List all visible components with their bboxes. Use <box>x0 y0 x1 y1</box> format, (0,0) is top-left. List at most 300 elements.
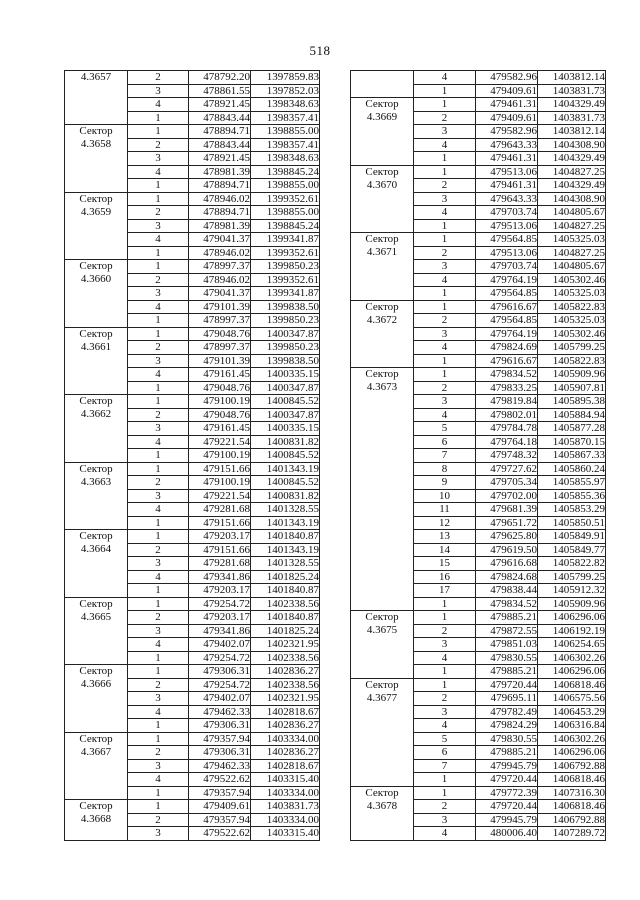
y-coordinate: 1405325.03 <box>538 314 606 328</box>
x-coordinate: 479203.17 <box>189 611 251 625</box>
y-coordinate: 1406192.19 <box>538 624 606 638</box>
y-coordinate: 1399850.23 <box>251 260 320 274</box>
x-coordinate: 479151.66 <box>189 516 251 530</box>
point-number: 4 <box>128 435 189 449</box>
y-coordinate: 1405909.96 <box>538 368 606 382</box>
sector-code: 4.3677 <box>366 691 398 704</box>
x-coordinate: 478946.02 <box>189 246 251 260</box>
y-coordinate: 1404308.90 <box>538 138 606 152</box>
point-number: 6 <box>414 435 476 449</box>
point-number: 4 <box>414 719 476 733</box>
point-number: 3 <box>128 759 189 773</box>
y-coordinate: 1405853.29 <box>538 503 606 517</box>
y-coordinate: 1401840.87 <box>251 530 320 544</box>
sector-cell <box>351 368 414 611</box>
point-number: 1 <box>414 354 476 368</box>
x-coordinate: 479764.18 <box>476 435 538 449</box>
x-coordinate: 479703.74 <box>476 260 538 274</box>
x-coordinate: 479409.61 <box>189 800 251 814</box>
x-coordinate: 478997.37 <box>189 314 251 328</box>
point-number: 1 <box>414 665 476 679</box>
y-coordinate: 1405302.46 <box>538 327 606 341</box>
y-coordinate: 1404329.49 <box>538 152 606 166</box>
point-number: 4 <box>128 773 189 787</box>
sector-cell <box>351 611 414 679</box>
sector-code: 4.3661 <box>80 340 112 353</box>
sector-cell <box>65 125 128 193</box>
x-coordinate: 479151.66 <box>189 462 251 476</box>
y-coordinate: 1406792.88 <box>538 813 606 827</box>
y-coordinate: 1397859.83 <box>251 71 320 85</box>
left-table-body <box>65 71 320 841</box>
point-number: 3 <box>128 152 189 166</box>
x-coordinate: 479764.19 <box>476 327 538 341</box>
y-coordinate: 1400347.87 <box>251 327 320 341</box>
point-number: 2 <box>128 678 189 692</box>
sector-cell <box>351 786 414 840</box>
y-coordinate: 1406453.29 <box>538 705 606 719</box>
point-number: 4 <box>128 233 189 247</box>
x-coordinate: 479782.49 <box>476 705 538 719</box>
x-coordinate: 478792.20 <box>189 71 251 85</box>
y-coordinate: 1398855.00 <box>251 179 320 193</box>
x-coordinate: 478997.37 <box>189 260 251 274</box>
y-coordinate: 1398855.00 <box>251 206 320 220</box>
x-coordinate: 479802.01 <box>476 408 538 422</box>
table-row <box>351 71 606 85</box>
x-coordinate: 478997.37 <box>189 341 251 355</box>
x-coordinate: 479306.31 <box>189 719 251 733</box>
sector-cell <box>65 800 128 841</box>
x-coordinate: 479161.45 <box>189 368 251 382</box>
y-coordinate: 1405907.81 <box>538 381 606 395</box>
y-coordinate: 1406818.46 <box>538 678 606 692</box>
x-coordinate: 479306.31 <box>189 746 251 760</box>
point-number: 4 <box>128 503 189 517</box>
y-coordinate: 1405849.91 <box>538 530 606 544</box>
table-row <box>351 611 606 625</box>
table-row <box>65 665 320 679</box>
y-coordinate: 1403315.40 <box>251 827 320 841</box>
point-number: 16 <box>414 570 476 584</box>
y-coordinate: 1401840.87 <box>251 611 320 625</box>
point-number: 3 <box>128 692 189 706</box>
sector-word: Сектор <box>79 732 113 745</box>
sector-code: 4.3673 <box>366 381 398 393</box>
table-row <box>65 260 320 274</box>
point-number: 2 <box>128 71 189 85</box>
x-coordinate: 479203.17 <box>189 530 251 544</box>
sector-code: 4.3669 <box>366 111 398 123</box>
x-coordinate: 479702.00 <box>476 489 538 503</box>
table-row <box>65 327 320 341</box>
y-coordinate: 1398348.63 <box>251 98 320 112</box>
point-number: 14 <box>414 543 476 557</box>
sector-cell <box>65 260 128 328</box>
y-coordinate: 1404827.25 <box>538 246 606 260</box>
point-number: 2 <box>128 611 189 625</box>
point-number: 6 <box>414 746 476 760</box>
x-coordinate: 479564.85 <box>476 233 538 247</box>
point-number: 4 <box>128 98 189 112</box>
x-coordinate: 479221.54 <box>189 435 251 449</box>
sector-cell <box>351 98 414 166</box>
table-row <box>65 71 320 85</box>
x-coordinate: 479695.11 <box>476 692 538 706</box>
x-coordinate: 479357.94 <box>189 786 251 800</box>
y-coordinate: 1406302.26 <box>538 651 606 665</box>
x-coordinate: 479833.25 <box>476 381 538 395</box>
point-number: 12 <box>414 516 476 530</box>
x-coordinate: 479872.55 <box>476 624 538 638</box>
x-coordinate: 479885.21 <box>476 665 538 679</box>
y-coordinate: 1401825.24 <box>251 570 320 584</box>
y-coordinate: 1405822.82 <box>538 557 606 571</box>
point-number: 3 <box>128 84 189 98</box>
sector-word: Сектор <box>79 597 113 610</box>
x-coordinate: 479409.61 <box>476 84 538 98</box>
x-coordinate: 479100.19 <box>189 449 251 463</box>
x-coordinate: 479834.52 <box>476 597 538 611</box>
x-coordinate: 479748.32 <box>476 449 538 463</box>
point-number: 1 <box>128 800 189 814</box>
x-coordinate: 480006.40 <box>476 827 538 841</box>
y-coordinate: 1403334.00 <box>251 813 320 827</box>
point-number: 1 <box>128 260 189 274</box>
point-number: 3 <box>128 287 189 301</box>
x-coordinate: 478946.02 <box>189 192 251 206</box>
y-coordinate: 1402836.27 <box>251 719 320 733</box>
point-number: 9 <box>414 476 476 490</box>
x-coordinate: 479582.96 <box>476 125 538 139</box>
sector-code: 4.3659 <box>80 205 112 218</box>
point-number: 1 <box>414 98 476 112</box>
x-coordinate: 479048.76 <box>189 408 251 422</box>
point-number: 4 <box>414 651 476 665</box>
y-coordinate: 1400347.87 <box>251 381 320 395</box>
x-coordinate: 479681.39 <box>476 503 538 517</box>
point-number: 1 <box>128 732 189 746</box>
point-number: 1 <box>128 651 189 665</box>
sector-word: Сектор <box>79 192 113 205</box>
point-number: 2 <box>128 206 189 220</box>
y-coordinate: 1400335.15 <box>251 422 320 436</box>
point-number: 1 <box>128 395 189 409</box>
y-coordinate: 1404308.90 <box>538 192 606 206</box>
point-number: 2 <box>414 111 476 125</box>
sector-word: Сектор <box>365 98 399 110</box>
x-coordinate: 479705.34 <box>476 476 538 490</box>
y-coordinate: 1405855.97 <box>538 476 606 490</box>
point-number: 3 <box>128 489 189 503</box>
sector-code: 4.3666 <box>80 678 112 690</box>
x-coordinate: 479254.72 <box>189 597 251 611</box>
y-coordinate: 1403315.40 <box>251 773 320 787</box>
sector-code: 4.3662 <box>80 408 112 420</box>
y-coordinate: 1402321.95 <box>251 638 320 652</box>
sector-code: 4.3670 <box>366 178 398 191</box>
x-coordinate: 479772.39 <box>476 786 538 800</box>
x-coordinate: 479254.72 <box>189 651 251 665</box>
point-number: 5 <box>414 732 476 746</box>
x-coordinate: 479625.80 <box>476 530 538 544</box>
x-coordinate: 479461.31 <box>476 152 538 166</box>
x-coordinate: 479564.85 <box>476 314 538 328</box>
sector-cell <box>351 678 414 786</box>
point-number: 4 <box>414 206 476 220</box>
point-number: 4 <box>128 638 189 652</box>
table-row <box>351 98 606 112</box>
y-coordinate: 1406316.84 <box>538 719 606 733</box>
sector-cell <box>351 71 414 98</box>
y-coordinate: 1405799.25 <box>538 341 606 355</box>
y-coordinate: 1401343.19 <box>251 516 320 530</box>
x-coordinate: 479651.72 <box>476 516 538 530</box>
x-coordinate: 479513.06 <box>476 246 538 260</box>
sector-word: Сектор <box>79 327 113 340</box>
y-coordinate: 1403812.14 <box>538 125 606 139</box>
x-coordinate: 479462.33 <box>189 705 251 719</box>
x-coordinate: 479402.07 <box>189 692 251 706</box>
x-coordinate: 479461.31 <box>476 179 538 193</box>
point-number: 3 <box>414 192 476 206</box>
y-coordinate: 1401343.19 <box>251 543 320 557</box>
x-coordinate: 478894.71 <box>189 125 251 139</box>
y-coordinate: 1403334.00 <box>251 786 320 800</box>
sector-cell <box>65 732 128 800</box>
x-coordinate: 479885.21 <box>476 611 538 625</box>
sector-cell <box>65 530 128 598</box>
x-coordinate: 479522.62 <box>189 827 251 841</box>
y-coordinate: 1399850.23 <box>251 341 320 355</box>
sector-cell <box>65 327 128 395</box>
point-number: 3 <box>128 422 189 436</box>
point-number: 1 <box>414 233 476 247</box>
sector-word: Сектор <box>365 678 399 691</box>
table-row <box>65 192 320 206</box>
x-coordinate: 479851.03 <box>476 638 538 652</box>
y-coordinate: 1401328.55 <box>251 503 320 517</box>
point-number: 11 <box>414 503 476 517</box>
x-coordinate: 479720.44 <box>476 800 538 814</box>
sector-word: Сектор <box>365 368 399 380</box>
point-number: 3 <box>414 395 476 409</box>
y-coordinate: 1404329.49 <box>538 98 606 112</box>
x-coordinate: 479341.86 <box>189 624 251 638</box>
x-coordinate: 479582.96 <box>476 71 538 85</box>
x-coordinate: 479101.39 <box>189 300 251 314</box>
point-number: 2 <box>128 543 189 557</box>
point-number: 1 <box>128 584 189 598</box>
y-coordinate: 1403831.73 <box>251 800 320 814</box>
point-number: 2 <box>414 179 476 193</box>
x-coordinate: 479151.66 <box>189 543 251 557</box>
sector-code: 4.3664 <box>80 543 112 555</box>
point-number: 1 <box>128 246 189 260</box>
sector-cell <box>65 71 128 125</box>
y-coordinate: 1404805.67 <box>538 206 606 220</box>
x-coordinate: 479203.17 <box>189 584 251 598</box>
sector-cell <box>65 395 128 463</box>
y-coordinate: 1399838.50 <box>251 300 320 314</box>
point-number: 1 <box>128 125 189 139</box>
y-coordinate: 1401840.87 <box>251 584 320 598</box>
y-coordinate: 1404827.25 <box>538 219 606 233</box>
x-coordinate: 479306.31 <box>189 665 251 679</box>
sector-cell <box>351 300 414 368</box>
point-number: 1 <box>414 786 476 800</box>
y-coordinate: 1402321.95 <box>251 692 320 706</box>
y-coordinate: 1402818.67 <box>251 759 320 773</box>
y-coordinate: 1400845.52 <box>251 449 320 463</box>
y-coordinate: 1405867.33 <box>538 449 606 463</box>
point-number: 1 <box>128 111 189 125</box>
point-number: 2 <box>414 381 476 395</box>
point-number: 4 <box>128 570 189 584</box>
point-number: 2 <box>128 813 189 827</box>
x-coordinate: 478981.39 <box>189 165 251 179</box>
sector-cell <box>65 462 128 530</box>
x-coordinate: 479703.74 <box>476 206 538 220</box>
sector-code: 4.3657 <box>80 71 112 83</box>
point-number: 4 <box>414 408 476 422</box>
x-coordinate: 479402.07 <box>189 638 251 652</box>
x-coordinate: 479357.94 <box>189 732 251 746</box>
sector-cell <box>351 165 414 233</box>
y-coordinate: 1404329.49 <box>538 179 606 193</box>
y-coordinate: 1398357.41 <box>251 111 320 125</box>
sector-word: Сектор <box>79 125 113 137</box>
y-coordinate: 1405822.83 <box>538 354 606 368</box>
table-row <box>351 368 606 382</box>
sector-code: 4.3660 <box>80 273 112 285</box>
x-coordinate: 479254.72 <box>189 678 251 692</box>
y-coordinate: 1400347.87 <box>251 408 320 422</box>
y-coordinate: 1405877.28 <box>538 422 606 436</box>
x-coordinate: 479462.33 <box>189 759 251 773</box>
point-number: 1 <box>128 327 189 341</box>
y-coordinate: 1405895.38 <box>538 395 606 409</box>
point-number: 3 <box>414 327 476 341</box>
y-coordinate: 1404827.25 <box>538 165 606 179</box>
point-number: 1 <box>128 449 189 463</box>
x-coordinate: 479819.84 <box>476 395 538 409</box>
x-coordinate: 479643.33 <box>476 138 538 152</box>
y-coordinate: 1402338.56 <box>251 651 320 665</box>
point-number: 1 <box>128 530 189 544</box>
y-coordinate: 1406296.06 <box>538 665 606 679</box>
right-table-body <box>351 71 606 841</box>
sector-cell <box>351 233 414 301</box>
point-number: 2 <box>128 273 189 287</box>
x-coordinate: 479720.44 <box>476 678 538 692</box>
y-coordinate: 1399352.61 <box>251 273 320 287</box>
y-coordinate: 1405325.03 <box>538 287 606 301</box>
y-coordinate: 1401328.55 <box>251 557 320 571</box>
y-coordinate: 1406818.46 <box>538 800 606 814</box>
point-number: 1 <box>128 192 189 206</box>
y-coordinate: 1399341.87 <box>251 287 320 301</box>
sector-cell <box>65 597 128 665</box>
x-coordinate: 479281.68 <box>189 557 251 571</box>
x-coordinate: 479357.94 <box>189 813 251 827</box>
y-coordinate: 1405909.96 <box>538 597 606 611</box>
y-coordinate: 1406302.26 <box>538 732 606 746</box>
point-number: 1 <box>128 314 189 328</box>
point-number: 2 <box>414 314 476 328</box>
x-coordinate: 479341.86 <box>189 570 251 584</box>
y-coordinate: 1399341.87 <box>251 233 320 247</box>
x-coordinate: 479838.44 <box>476 584 538 598</box>
y-coordinate: 1401825.24 <box>251 624 320 638</box>
point-number: 1 <box>128 179 189 193</box>
x-coordinate: 478981.39 <box>189 219 251 233</box>
sector-word: Сектор <box>79 260 113 272</box>
y-coordinate: 1398348.63 <box>251 152 320 166</box>
table-row <box>65 732 320 746</box>
point-number: 7 <box>414 759 476 773</box>
x-coordinate: 479824.68 <box>476 570 538 584</box>
point-number: 3 <box>414 638 476 652</box>
x-coordinate: 479830.55 <box>476 651 538 665</box>
y-coordinate: 1400831.82 <box>251 489 320 503</box>
y-coordinate: 1406575.56 <box>538 692 606 706</box>
point-number: 4 <box>414 71 476 85</box>
x-coordinate: 478894.71 <box>189 179 251 193</box>
point-number: 8 <box>414 462 476 476</box>
point-number: 1 <box>128 597 189 611</box>
point-number: 2 <box>414 246 476 260</box>
point-number: 4 <box>414 273 476 287</box>
x-coordinate: 479100.19 <box>189 395 251 409</box>
y-coordinate: 1399352.61 <box>251 192 320 206</box>
point-number: 3 <box>128 557 189 571</box>
x-coordinate: 479945.79 <box>476 759 538 773</box>
point-number: 4 <box>414 138 476 152</box>
y-coordinate: 1405849.77 <box>538 543 606 557</box>
sector-code: 4.3663 <box>80 475 112 488</box>
sector-word: Сектор <box>365 165 399 178</box>
y-coordinate: 1404805.67 <box>538 260 606 274</box>
y-coordinate: 1402818.67 <box>251 705 320 719</box>
y-coordinate: 1402836.27 <box>251 665 320 679</box>
sector-word: Сектор <box>79 530 113 542</box>
y-coordinate: 1398845.24 <box>251 165 320 179</box>
left-coordinates-table <box>64 70 320 841</box>
point-number: 2 <box>414 692 476 706</box>
y-coordinate: 1405850.51 <box>538 516 606 530</box>
right-coordinates-table <box>350 70 606 841</box>
y-coordinate: 1401343.19 <box>251 462 320 476</box>
point-number: 3 <box>414 813 476 827</box>
point-number: 1 <box>414 287 476 301</box>
y-coordinate: 1400845.52 <box>251 395 320 409</box>
point-number: 1 <box>414 773 476 787</box>
point-number: 1 <box>128 381 189 395</box>
table-row <box>65 125 320 139</box>
point-number: 3 <box>128 624 189 638</box>
point-number: 3 <box>414 705 476 719</box>
x-coordinate: 479834.52 <box>476 368 538 382</box>
sector-word: Сектор <box>79 800 113 812</box>
point-number: 2 <box>128 138 189 152</box>
point-number: 4 <box>128 705 189 719</box>
point-number: 3 <box>128 354 189 368</box>
y-coordinate: 1399850.23 <box>251 314 320 328</box>
y-coordinate: 1407289.72 <box>538 827 606 841</box>
y-coordinate: 1406296.06 <box>538 746 606 760</box>
y-coordinate: 1397852.03 <box>251 84 320 98</box>
